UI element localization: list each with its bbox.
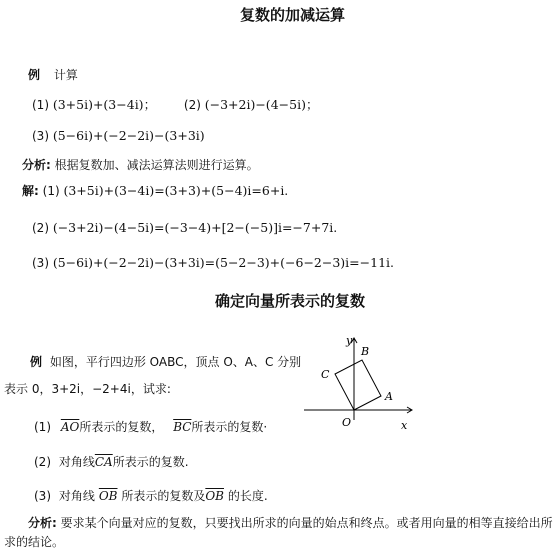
p3-number: (3) [34, 489, 51, 503]
p1-text-b: 所表示的复数· [191, 420, 268, 434]
q1-number: (1) [32, 98, 49, 112]
solution-line-1 [22, 182, 288, 199]
p3-text-c: 的长度. [227, 489, 268, 503]
analysis-1 [22, 156, 259, 173]
analysis-label: 分析: [22, 158, 51, 172]
solution-label: 解: [22, 184, 39, 198]
part-1 [34, 418, 267, 435]
solution-line-2 [32, 220, 337, 235]
example-2-text-1: 如图，平行四边形 OABC，顶点 O、A、C 分别 [49, 355, 302, 369]
example-label: 例 [28, 68, 41, 82]
vector-OB-length: $\overline{OB}$ [205, 489, 224, 503]
label-O: O [342, 416, 352, 429]
p3-text-b: 所表示的复数及 [121, 489, 206, 503]
p2-text-b: 所表示的复数. [112, 455, 189, 469]
parallelogram-OABC [335, 360, 381, 410]
vector-CA: $\overline{CA}$ [94, 455, 113, 469]
vector-OB: $\overline{OB}$ [98, 489, 118, 503]
solution-line-3 [32, 255, 394, 270]
s1-number: (1) [42, 184, 60, 198]
section-title-2: 确定向量所表示的复数 [215, 292, 366, 310]
s2-number: (2) [32, 221, 49, 235]
example-2-line-1 [30, 353, 301, 370]
label-C: C [321, 368, 330, 381]
q3-expression: (5−6i)+(−2−2i)−(3+3i) [52, 128, 205, 143]
p3-text: 对角线 [58, 489, 95, 503]
analysis-label: 分析: [28, 516, 57, 530]
s1-expression: (3+5i)+(3−4i)=(3+3)+(5−4)i=6+i. [63, 183, 289, 198]
label-x: x [401, 419, 408, 432]
question-line-3 [32, 128, 205, 143]
parallelogram-figure [300, 330, 420, 440]
label-A: A [385, 390, 393, 403]
example-1 [28, 66, 78, 83]
s2-expression: (−3+2i)−(4−5i)=(−3−4)+[2−(−5)]i=−7+7i. [52, 220, 338, 235]
q2-number: (2) [183, 98, 201, 112]
vector-BC: $\overline{BC}$ [173, 420, 192, 434]
q1-expression: (3+5i)+(3−4i)； [52, 97, 157, 112]
p2-text: 对角线 [58, 455, 95, 469]
label-y: y [346, 334, 353, 347]
s3-number: (3) [32, 256, 49, 270]
section-title-1: 复数的加减运算 [240, 6, 346, 24]
p1-number: (1) [34, 420, 51, 434]
s3-expression: (5−6i)+(−2−2i)−(3+3i)=(5−2−3)+(−6−2−3)i=−11i. [52, 255, 395, 270]
q3-number: (3) [32, 129, 49, 143]
p2-number: (2) [34, 455, 51, 469]
part-3 [34, 487, 268, 504]
analysis-2-text-1: 要求某个向量对应的复数，只要找出所求的向量的始点和终点。或者用向量的相等直接给出所 [60, 516, 553, 530]
example-2-line-2: 表示 0，3+2i，−2+4i，试求: [4, 382, 171, 396]
part-2 [34, 453, 189, 470]
example-label: 例 [30, 355, 43, 369]
q2-expression: (−3+2i)−(4−5i)； [204, 97, 319, 112]
analysis-text: 根据复数加、减法运算法则进行运算。 [54, 158, 259, 172]
vector-AO: $\overline{AO}$ [60, 420, 80, 434]
question-line-1 [32, 95, 318, 113]
label-B: B [361, 345, 370, 358]
example-text: 计算 [53, 68, 78, 82]
p1-text-a: 所表示的复数， [79, 420, 164, 434]
analysis-2-line-2: 求的结论。 [4, 535, 65, 549]
analysis-2-line-1 [28, 514, 553, 531]
